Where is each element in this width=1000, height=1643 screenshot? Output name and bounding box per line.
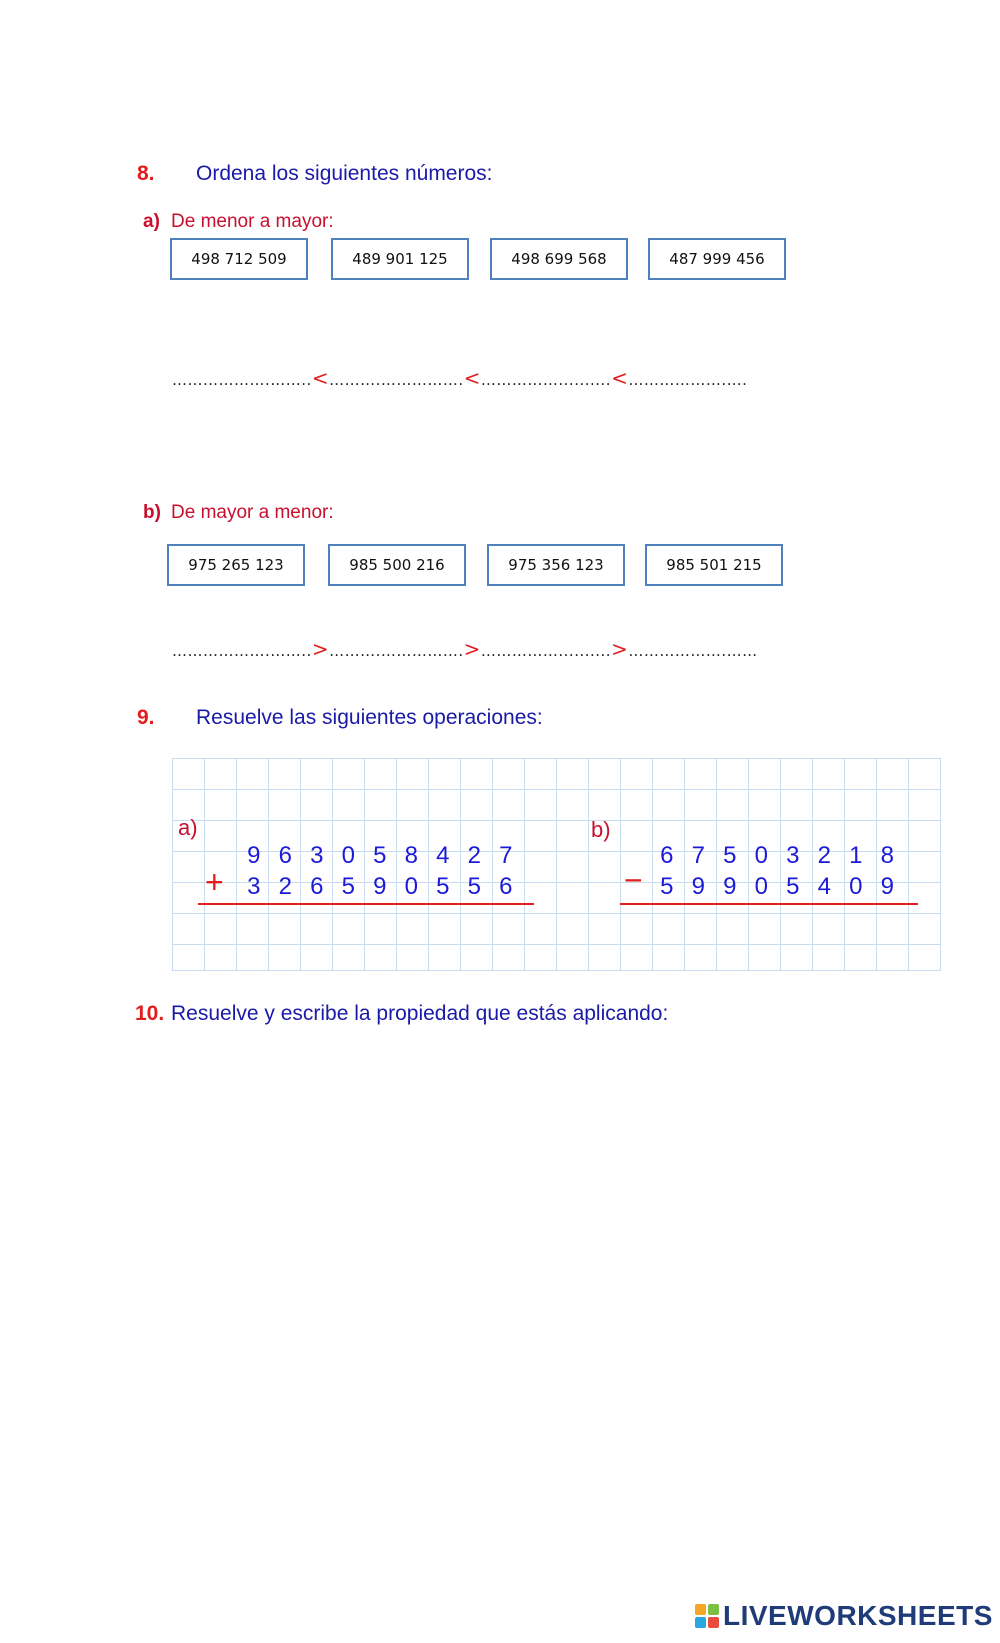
- minus-sign: −: [624, 862, 643, 898]
- digit: 9: [880, 873, 894, 900]
- operation-b-bottom-row: [651, 873, 903, 901]
- q8a-number-box[interactable]: 498 699 568: [490, 238, 628, 280]
- digit: 0: [341, 842, 355, 869]
- digit: 1: [849, 842, 863, 869]
- q8a-label: De menor a mayor:: [171, 211, 334, 232]
- digit: 2: [467, 842, 481, 869]
- digit: 2: [278, 873, 292, 900]
- q8b-number-box[interactable]: 985 501 215: [645, 544, 783, 586]
- q8b-number-box[interactable]: 975 356 123: [487, 544, 625, 586]
- q10-title: Resuelve y escribe la propiedad que estás aplicando:: [171, 1002, 669, 1025]
- q9-number: 9.: [137, 706, 155, 729]
- q8a-number-box[interactable]: 487 999 456: [648, 238, 786, 280]
- digit: 9: [723, 873, 737, 900]
- operation-a-top-row: [238, 842, 522, 870]
- operation-a-bottom-row: [238, 873, 522, 901]
- digit: 9: [373, 873, 387, 900]
- q8a-letter: a): [143, 211, 160, 232]
- digit: 6: [278, 842, 292, 869]
- digit: 0: [849, 873, 863, 900]
- digit: 7: [691, 842, 705, 869]
- logo-mark-icon: [695, 1604, 719, 1628]
- operation-b-result-line: [620, 903, 918, 905]
- q8b-number-box[interactable]: 985 500 216: [328, 544, 466, 586]
- operation-a-label: a): [178, 815, 198, 840]
- answer-blank[interactable]: ……………..........: [480, 371, 612, 389]
- digit: 6: [310, 873, 324, 900]
- q8a-number-box[interactable]: 489 901 125: [331, 238, 469, 280]
- answer-blank[interactable]: ……………….….: [628, 371, 748, 389]
- less-than-symbol: <: [311, 366, 330, 390]
- less-than-symbol: <: [463, 366, 481, 390]
- q8a-number-box[interactable]: 498 712 509: [170, 238, 308, 280]
- digit: 8: [880, 842, 894, 869]
- digit: 0: [754, 873, 768, 900]
- digit: 3: [786, 842, 800, 869]
- digit: 0: [404, 873, 418, 900]
- digit: 9: [691, 873, 705, 900]
- liveworksheets-logo: [695, 1600, 993, 1632]
- q8b-label: De mayor a menor:: [171, 502, 334, 523]
- q8b-letter: b): [143, 502, 161, 523]
- digit: 5: [660, 873, 674, 900]
- q8b-answer-line[interactable]: [172, 637, 758, 661]
- digit: 5: [341, 873, 355, 900]
- greater-than-symbol: >: [611, 637, 629, 661]
- answer-blank[interactable]: ……….…………….: [329, 371, 464, 389]
- digit: 6: [660, 842, 674, 869]
- digit: 3: [310, 842, 324, 869]
- digit: 9: [247, 842, 261, 869]
- greater-than-symbol: >: [463, 637, 481, 661]
- digit: 5: [436, 873, 450, 900]
- digit: 5: [467, 873, 481, 900]
- q9-title: Resuelve las siguientes operaciones:: [196, 706, 543, 729]
- digit: 4: [436, 842, 450, 869]
- digit: 5: [373, 842, 387, 869]
- less-than-symbol: <: [611, 366, 629, 390]
- logo-text: LIVEWORKSHEETS: [723, 1600, 993, 1631]
- digit: 5: [786, 873, 800, 900]
- digit: 8: [404, 842, 418, 869]
- answer-blank[interactable]: ……………….……..: [172, 371, 312, 389]
- digit: 6: [499, 873, 513, 900]
- digit: 4: [817, 873, 831, 900]
- answer-blank[interactable]: ……………..........: [480, 642, 612, 660]
- digit: 0: [754, 842, 768, 869]
- greater-than-symbol: >: [311, 637, 330, 661]
- q8-title: Ordena los siguientes números:: [196, 162, 493, 185]
- plus-sign: +: [205, 864, 224, 900]
- digit: 5: [723, 842, 737, 869]
- answer-blank[interactable]: ……………….……: [628, 642, 758, 660]
- digit: 3: [247, 873, 261, 900]
- operation-b-top-row: [651, 842, 903, 870]
- q8b-number-box[interactable]: 975 265 123: [167, 544, 305, 586]
- answer-blank[interactable]: ……….…………….: [329, 642, 464, 660]
- answer-blank[interactable]: ……………….……..: [172, 642, 312, 660]
- operation-a-result-line: [198, 903, 534, 905]
- digit: 7: [499, 842, 513, 869]
- q8a-answer-line[interactable]: [172, 366, 747, 390]
- q8-number: 8.: [137, 162, 155, 185]
- q10-number: 10.: [135, 1002, 165, 1025]
- digit: 2: [817, 842, 831, 869]
- operation-b-label: b): [591, 817, 611, 842]
